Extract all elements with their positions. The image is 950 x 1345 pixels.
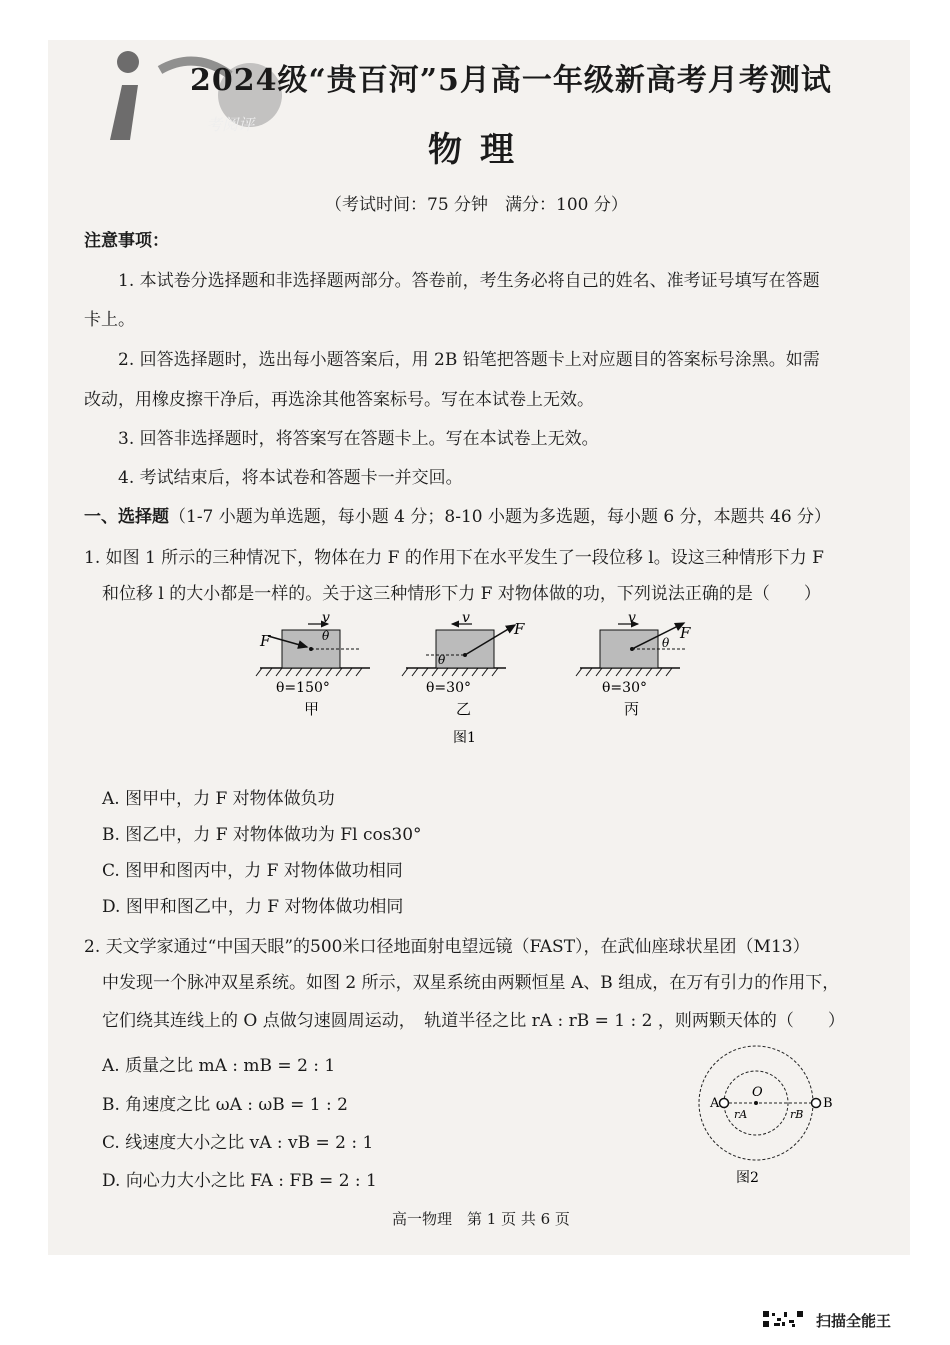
fig1-bing-f: F [680, 624, 691, 642]
fig1-bing-theta: θ [662, 636, 670, 650]
exam-meta: （考试时间：75 分钟 满分：100 分） [325, 195, 628, 215]
q2-line2: 中发现一个脉冲双星系统。如图 2 所示，双星系统由两颗恒星 A、B 组成，在万有引力的作用下， [102, 973, 840, 993]
fig2-label-o: O [752, 1085, 763, 1100]
fig1-panel-yi [402, 610, 525, 718]
fig1-jia-angle: θ=150° [276, 680, 330, 696]
fig1-jia-f: F [260, 632, 271, 650]
note-4: 4. 考试结束后，将本试卷和答题卡一并交回。 [118, 468, 463, 488]
section-desc: （1-7 小题为单选题，每小题 4 分；8-10 小题为多选题，每小题 6 分，本题共 46 分） [169, 507, 832, 527]
note-2-cont: 改动，用橡皮擦干净后，再选涂其他答案标号。写在本试卷上无效。 [84, 390, 594, 410]
q1-line1: 1. 如图 1 所示的三种情况下，物体在力 F 的作用下在水平发生了一段位移 l。设这三种情形下力 F [84, 548, 824, 568]
q2-option-d: D. 向心力大小之比 FA : FB = 2 : 1 [102, 1171, 377, 1191]
q1-option-a: A. 图甲中，力 F 对物体做负功 [102, 789, 335, 809]
fig1-jia-v: v [322, 610, 330, 626]
fig1-caption: 图1 [453, 730, 476, 746]
fig1-yi-label: 乙 [456, 700, 472, 718]
note-1: 1. 本试卷分选择题和非选择题两部分。答卷前，考生务必将自己的姓名、准考证号填写在答题 [118, 271, 820, 291]
fig2-label-a: A [710, 1096, 720, 1111]
fig1-bing-angle: θ=30° [602, 680, 647, 696]
logo-text: 考阅评 [206, 115, 255, 134]
q2-option-b: B. 角速度之比 ωA : ωB = 1 : 2 [102, 1095, 348, 1115]
subject-title: 物理 [428, 130, 532, 170]
note-3: 3. 回答非选择题时，将答案写在答题卡上。写在本试卷上无效。 [118, 429, 599, 449]
exam-title: 2024级“贵百河”5月高一年级新高考月考测试 [190, 63, 832, 98]
fig1-bing-label: 丙 [624, 700, 640, 718]
q1-line2: 和位移 l 的大小都是一样的。关于这三种情形下力 F 对物体做的功，下列说法正确的是（ ） [102, 584, 821, 604]
fig1-yi-v: v [462, 610, 470, 626]
fig1-yi-f: F [514, 620, 525, 638]
fig2-caption: 图2 [736, 1170, 759, 1186]
fig2-label-ra: rA [734, 1108, 748, 1121]
qr-code-icon [762, 1310, 804, 1328]
page-footer: 高一物理 第 1 页 共 6 页 [392, 1210, 570, 1228]
notes-heading: 注意事项： [84, 231, 169, 251]
fig1-yi-theta: θ [438, 653, 446, 667]
figure-1 [210, 610, 730, 760]
fig1-panel-bing [576, 610, 691, 718]
section-header [84, 502, 831, 527]
q2-line1: 2. 天文学家通过“中国天眼”的500米口径地面射电望远镜（FAST），在武仙座球状星团（M13） [84, 937, 810, 957]
q1-option-b: B. 图乙中，力 F 对物体做功为 Fl cos30° [102, 825, 422, 845]
fig1-panel-jia [256, 610, 370, 718]
q1-option-d: D. 图甲和图乙中，力 F 对物体做功相同 [102, 897, 404, 917]
note-2: 2. 回答选择题时，选出每小题答案后，用 2B 铅笔把答题卡上对应题目的答案标号涂黑。如需 [118, 350, 820, 370]
fig2-label-b: B [823, 1096, 833, 1111]
fig1-bing-v: v [628, 610, 636, 626]
fig1-jia-label: 甲 [304, 700, 320, 718]
q2-option-c: C. 线速度大小之比 vA : vB = 2 : 1 [102, 1133, 374, 1153]
q2-option-a: A. 质量之比 mA : mB = 2 : 1 [102, 1056, 336, 1076]
q1-option-c: C. 图甲和图丙中，力 F 对物体做功相同 [102, 861, 403, 881]
fig2-label-rb: rB [790, 1108, 804, 1121]
note-1-cont: 卡上。 [84, 310, 135, 330]
figure-2 [690, 1040, 840, 1190]
scanner-watermark: 扫描全能王 [816, 1312, 892, 1330]
section-title: 一、选择题 [84, 507, 169, 527]
fig1-yi-angle: θ=30° [426, 680, 471, 696]
fig1-jia-theta: θ [322, 629, 330, 643]
q2-line3: 它们绕其连线上的 O 点做匀速圆周运动， 轨道半径之比 rA : rB = 1 : 2 ，则两颗天体的（ ） [102, 1011, 845, 1031]
